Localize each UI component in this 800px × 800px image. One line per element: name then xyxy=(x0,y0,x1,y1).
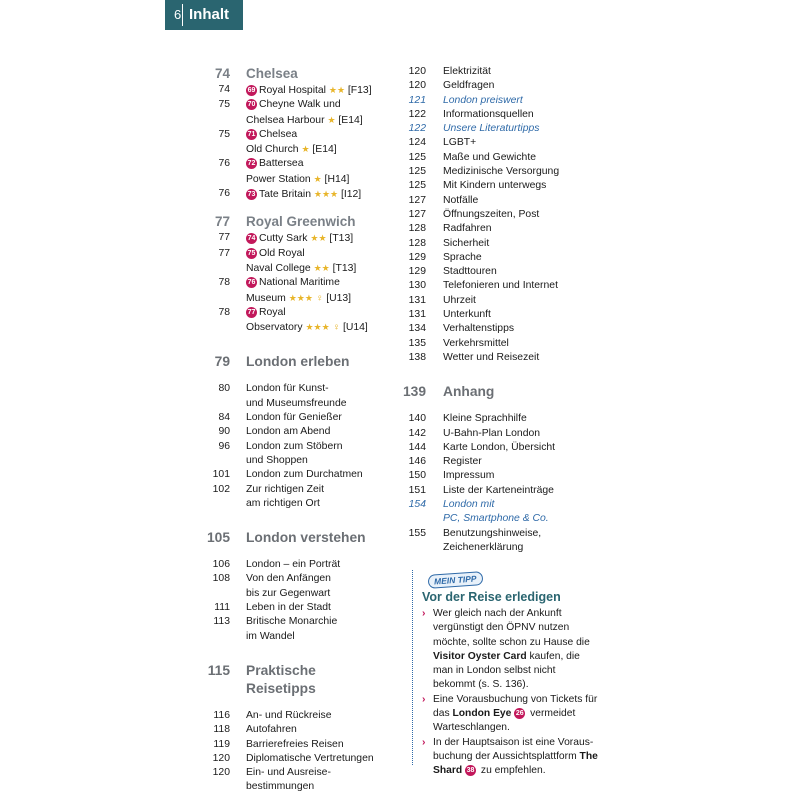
toc-entry-text: Verhaltenstipps xyxy=(443,323,515,335)
poi-number-badge: 26 xyxy=(515,710,524,718)
toc-entry[interactable] xyxy=(398,94,598,108)
toc-page-number: 130 xyxy=(408,280,426,292)
toc-entry[interactable] xyxy=(398,251,598,265)
toc-entry-text: London für Genießer xyxy=(246,412,342,424)
toc-entry[interactable] xyxy=(398,179,598,193)
highlighted-term: The Shard xyxy=(433,750,598,777)
tip-box xyxy=(422,570,598,779)
toc-entry[interactable] xyxy=(398,412,598,426)
toc-entry-text: Sprache xyxy=(443,251,482,263)
toc-entry-text: 71 Chelsea xyxy=(247,128,298,140)
toc-entry-text: Museum ★★★ ♀ [U13] xyxy=(246,292,352,304)
poi-number-badge: 74 xyxy=(247,235,256,243)
toc-page-number: 78 xyxy=(218,306,230,318)
toc-entry-text: London verstehen xyxy=(246,530,366,546)
toc-page-number: 129 xyxy=(408,266,426,278)
toc-page-number: 125 xyxy=(408,151,426,163)
toc-entry-text: Öffnungszeiten, Post xyxy=(443,208,540,220)
toc-entry-text: 77 Royal xyxy=(247,306,286,318)
toc-page-number: 140 xyxy=(408,413,426,425)
toc-entry-text: am richtigen Ort xyxy=(246,497,320,509)
tip-item: › In der Hauptsaison ist eine Vorausbuchung der Aussichtsplattform The Shard 38 zu empfehlen. xyxy=(422,736,598,777)
toc-page-number: 122 xyxy=(408,123,426,135)
toc-entry[interactable] xyxy=(200,157,385,171)
toc-entry-text: Maße und Gewichte xyxy=(443,151,536,163)
poi-number-badge: 76 xyxy=(247,279,256,287)
toc-entry-text: PC, Smartphone & Co. xyxy=(443,513,549,525)
toc-entry[interactable] xyxy=(200,98,385,112)
toc-page-number: 102 xyxy=(212,483,230,495)
toc-entry-text: Barrierefreies Reisen xyxy=(246,738,344,750)
toc-entry[interactable] xyxy=(398,294,598,308)
toc-entry-text: Karte London, Übersicht xyxy=(443,441,556,453)
toc-page-number: 119 xyxy=(213,738,230,750)
toc-entry[interactable] xyxy=(398,279,598,293)
toc-page-number: 144 xyxy=(408,441,426,453)
toc-entry-text: Power Station ★ [H14] xyxy=(246,173,350,185)
toc-entry-text: LGBT+ xyxy=(443,137,477,149)
poi-number-badge: 72 xyxy=(247,160,256,168)
toc-entry[interactable] xyxy=(200,172,385,187)
toc-entry-text: bestimmungen xyxy=(246,781,315,793)
toc-entry[interactable] xyxy=(398,65,598,79)
toc-page-number: 134 xyxy=(408,323,426,335)
toc-entry[interactable] xyxy=(200,601,385,615)
toc-page-number: 115 xyxy=(207,662,230,678)
toc-entry[interactable] xyxy=(200,276,385,290)
toc-entry[interactable] xyxy=(200,306,385,320)
toc-entry-text: Geldfragen xyxy=(443,80,495,92)
toc-entry[interactable] xyxy=(200,231,385,246)
toc-entry[interactable] xyxy=(200,558,385,572)
toc-entry[interactable] xyxy=(398,108,598,122)
toc-entry[interactable] xyxy=(398,469,598,483)
toc-page-number: 125 xyxy=(408,166,426,178)
rating-stars-icon: ★ xyxy=(301,144,310,155)
toc-entry-text: Von den Anfängen xyxy=(246,573,331,585)
rating-stars-icon: ★★ xyxy=(310,233,327,244)
toc-entry[interactable] xyxy=(398,122,598,136)
kid-friendly-icon: ♀ xyxy=(315,292,324,304)
toc-entry-text: Royal Greenwich xyxy=(246,214,356,230)
spacer xyxy=(398,365,598,383)
toc-entry[interactable] xyxy=(398,541,598,555)
map-grid-reference: [U14] xyxy=(340,322,368,334)
toc-entry[interactable] xyxy=(200,752,385,766)
toc-entry-text: London – ein Porträt xyxy=(246,559,341,571)
toc-entry-text: Leben in der Stadt xyxy=(246,602,331,614)
toc-entry[interactable] xyxy=(398,265,598,279)
rating-stars-icon: ★★ xyxy=(328,85,346,95)
toc-page-number: 75 xyxy=(218,99,230,111)
toc-page-number: 120 xyxy=(212,752,230,764)
kid-friendly-icon: ♀ xyxy=(332,322,341,334)
toc-entry-text: Medizinische Versorgung xyxy=(443,166,560,178)
toc-page-number: 113 xyxy=(213,616,230,628)
chapter-tab xyxy=(165,0,243,30)
toc-entry[interactable] xyxy=(398,222,598,236)
toc-page-number: 131 xyxy=(408,309,426,321)
toc-entry-text: Naval College ★★ [T13] xyxy=(246,262,357,274)
toc-entry-text: Telefonieren und Internet xyxy=(443,280,558,292)
toc-page-number: 122 xyxy=(408,108,426,120)
toc-entry-text: im Wandel xyxy=(246,630,295,642)
highlighted-term: London Eye xyxy=(452,708,512,720)
toc-page-number: 106 xyxy=(212,559,230,571)
toc-page-number: 105 xyxy=(206,530,230,546)
toc-page-number: 77 xyxy=(218,247,230,259)
toc-page-number: 74 xyxy=(214,66,230,81)
toc-entry-text: Kleine Sprachhilfe xyxy=(443,413,527,425)
toc-entry[interactable] xyxy=(200,187,385,202)
toc-entry[interactable] xyxy=(398,308,598,322)
toc-entry-text: U-Bahn-Plan London xyxy=(443,427,541,439)
toc-entry-text: Chelsea Harbour ★ [E14] xyxy=(246,114,363,126)
toc-entry[interactable] xyxy=(200,468,385,482)
toc-entry[interactable] xyxy=(200,382,385,396)
toc-page-number: 75 xyxy=(218,128,230,140)
spacer xyxy=(200,644,385,662)
toc-entry-text: London zum Durchatmen xyxy=(246,469,363,481)
toc-entry[interactable] xyxy=(398,351,598,365)
toc-entry-text: Wetter und Reisezeit xyxy=(443,351,540,363)
toc-page-number: 78 xyxy=(218,277,230,289)
rating-stars-icon: ★★★ xyxy=(313,189,339,200)
toc-chapter-heading xyxy=(200,529,385,547)
toc-entry-text: 72 Battersea xyxy=(247,158,304,170)
map-grid-reference: [F13] xyxy=(345,85,372,96)
toc-entry[interactable] xyxy=(398,441,598,455)
map-grid-reference: [U13] xyxy=(323,292,352,304)
toc-entry[interactable] xyxy=(398,455,598,469)
spacer xyxy=(200,371,385,382)
toc-entry[interactable] xyxy=(200,113,385,128)
toc-page-number: 101 xyxy=(212,469,230,481)
toc-entry[interactable] xyxy=(200,723,385,737)
toc-entry-text: London zum Stöbern xyxy=(246,440,343,452)
rating-stars-icon: ★★ xyxy=(313,262,330,273)
toc-entry-text: Ein- und Ausreise- xyxy=(246,767,331,779)
toc-entry-text: Uhrzeit xyxy=(443,294,476,306)
arrow-right-icon: › xyxy=(422,736,426,748)
toc-entry[interactable] xyxy=(398,237,598,251)
toc-entry[interactable] xyxy=(200,497,385,511)
page-number: 6 xyxy=(174,7,182,22)
toc-entry-text: Unsere Literaturtipps xyxy=(443,123,540,135)
toc-entry-text: London preiswert xyxy=(443,94,523,106)
toc-page-number: 129 xyxy=(408,251,426,263)
toc-entry-text: 73 Tate Britain ★★★ [I12] xyxy=(247,189,362,201)
toc-page-number: 77 xyxy=(218,232,230,244)
toc-entry[interactable] xyxy=(398,527,598,541)
toc-entry[interactable] xyxy=(200,261,385,276)
toc-page-number: 111 xyxy=(214,602,230,614)
toc-entry[interactable] xyxy=(200,411,385,425)
toc-left-column xyxy=(200,65,385,795)
tip-item: › Wer gleich nach der Ankunft vergünstigt den ÖPNV nutzen möchte, sollte schon zu Hause die Visitor Oyster Card kaufen, die man in London selbst nicht bekommt (s. S. 136). xyxy=(422,608,590,691)
toc-entry-text: Verkehrsmittel xyxy=(443,337,509,349)
toc-entry[interactable] xyxy=(200,454,385,468)
toc-entry-text: Register xyxy=(443,456,482,468)
toc-page-number: 80 xyxy=(218,383,230,395)
toc-entry[interactable] xyxy=(398,79,598,93)
toc-entry-text: Elektrizität xyxy=(443,66,491,77)
page-title: Inhalt xyxy=(189,6,229,23)
toc-entry-text: Unterkunft xyxy=(443,309,491,321)
toc-entry[interactable] xyxy=(200,397,385,411)
toc-entry-text: London für Kunst- xyxy=(246,383,329,395)
toc-entry-text: Notfälle xyxy=(443,194,479,206)
toc-page-number: 135 xyxy=(408,337,426,349)
toc-page-number: 121 xyxy=(408,94,426,106)
toc-chapter-heading xyxy=(200,353,385,371)
toc-entry[interactable] xyxy=(200,128,385,142)
toc-page-number: 124 xyxy=(408,137,426,149)
toc-entry-text: Impressum xyxy=(443,470,495,482)
toc-entry-text: London am Abend xyxy=(246,426,331,438)
toc-chapter-heading xyxy=(398,383,598,401)
spacer xyxy=(200,202,385,213)
tip-item: › Eine Vorausbuchung von Tickets für das London Eye 26 vermeidet Warteschlangen. xyxy=(422,693,598,734)
toc-page-number: 128 xyxy=(408,237,426,249)
toc-page-number: 131 xyxy=(408,294,426,306)
toc-entry-text: und Museumsfreunde xyxy=(246,397,347,409)
map-grid-reference: [E14] xyxy=(335,114,363,126)
toc-entry[interactable] xyxy=(200,738,385,752)
toc-page-number: 155 xyxy=(408,527,426,539)
rating-stars-icon: ★ xyxy=(327,114,336,125)
toc-page-number: 84 xyxy=(218,412,230,424)
toc-entry-text: 76 National Maritime xyxy=(247,277,340,289)
rating-stars-icon: ★★★ xyxy=(305,322,330,333)
rating-stars-icon: ★ xyxy=(313,173,322,184)
toc-entry[interactable] xyxy=(200,587,385,601)
spacer xyxy=(200,511,385,529)
toc-entry[interactable] xyxy=(398,337,598,351)
toc-entry-text: Britische Monarchie xyxy=(246,616,338,628)
toc-page-number: 90 xyxy=(218,426,230,438)
rating-stars-icon: ★★★ xyxy=(288,292,313,303)
toc-page-number: 146 xyxy=(408,456,426,468)
toc-page-number: 108 xyxy=(212,573,230,585)
poi-number-badge: 69 xyxy=(247,87,256,94)
poi-number-badge: 70 xyxy=(247,101,256,109)
toc-entry[interactable] xyxy=(200,425,385,439)
tip-dotted-line xyxy=(412,570,414,765)
toc-entry-text: Observatory ★★★ ♀ [U14] xyxy=(246,322,368,334)
toc-entry-text: 69 Royal Hospital ★★ [F13] xyxy=(247,85,372,96)
toc-entry[interactable] xyxy=(200,247,385,261)
toc-page-number: 125 xyxy=(408,180,426,192)
toc-entry-text: Informationsquellen xyxy=(443,108,534,120)
highlighted-term: Visitor Oyster Card xyxy=(433,650,527,662)
spacer xyxy=(200,547,385,558)
toc-right-column xyxy=(398,65,598,555)
arrow-right-icon: › xyxy=(422,608,426,619)
tip-title: Vor der Reise erledigen xyxy=(422,590,561,604)
spacer xyxy=(398,401,598,412)
poi-number-badge: 71 xyxy=(247,130,256,138)
toc-entry-text: Radfahren xyxy=(443,223,492,235)
toc-page-number: 154 xyxy=(408,499,426,511)
toc-entry-text: Anhang xyxy=(443,384,495,400)
toc-entry-text: Autofahren xyxy=(246,724,297,736)
toc-entry-text: und Shoppen xyxy=(246,454,308,466)
toc-page-number: 76 xyxy=(218,158,230,170)
poi-number-badge: 77 xyxy=(247,308,256,316)
toc-page-number: 76 xyxy=(218,188,230,200)
toc-page-number: 120 xyxy=(212,767,230,779)
map-grid-reference: [T13] xyxy=(326,233,354,245)
toc-page-number: 96 xyxy=(218,440,230,452)
toc-entry-text: 74 Cutty Sark ★★ [T13] xyxy=(247,233,354,245)
toc-entry-text: 70 Cheyne Walk und xyxy=(247,99,341,111)
toc-page-number: 116 xyxy=(213,709,230,721)
toc-entry[interactable] xyxy=(398,136,598,150)
toc-entry[interactable] xyxy=(200,291,385,306)
toc-entry[interactable] xyxy=(398,208,598,222)
map-grid-reference: [T13] xyxy=(329,262,357,274)
toc-page-number: 139 xyxy=(402,384,426,400)
toc-entry-text: Stadttouren xyxy=(443,266,497,278)
toc-entry[interactable] xyxy=(200,83,385,98)
toc-entry[interactable] xyxy=(398,165,598,179)
toc-entry[interactable] xyxy=(200,709,385,723)
toc-entry[interactable] xyxy=(398,484,598,498)
toc-entry-text: Zur richtigen Zeit xyxy=(246,483,324,495)
toc-entry-text: Sicherheit xyxy=(443,237,490,249)
toc-page-number: 127 xyxy=(408,194,426,206)
toc-entry-text: Praktische Reisetipps xyxy=(246,662,316,696)
toc-entry-text: London erleben xyxy=(246,354,350,370)
spacer xyxy=(200,698,385,709)
toc-page-number: 74 xyxy=(218,84,230,95)
toc-entry-text: Liste der Karteneinträge xyxy=(443,484,554,496)
toc-entry[interactable] xyxy=(200,766,385,780)
poi-number-badge: 73 xyxy=(247,191,256,199)
toc-entry[interactable] xyxy=(398,427,598,441)
toc-entry[interactable] xyxy=(398,322,598,336)
toc-page-number: 142 xyxy=(408,427,426,439)
toc-entry-text: Old Church ★ [E14] xyxy=(246,144,337,156)
toc-entry-text: Benutzungshinweise, xyxy=(443,527,542,539)
toc-page-number: 120 xyxy=(408,80,426,92)
spacer xyxy=(200,335,385,353)
tip-list xyxy=(422,607,598,779)
toc-page-number: 120 xyxy=(408,66,426,77)
toc-entry[interactable] xyxy=(200,483,385,497)
toc-entry-text: An- und Rückreise xyxy=(246,709,332,721)
toc-entry[interactable] xyxy=(200,780,385,794)
toc-entry-text: London mit xyxy=(443,499,495,511)
poi-number-badge: 38 xyxy=(466,767,475,775)
tab-divider xyxy=(182,4,183,26)
toc-entry[interactable] xyxy=(200,615,385,629)
toc-chapter-heading xyxy=(200,662,385,698)
toc-entry-text: Diplomatische Vertretungen xyxy=(246,752,374,764)
toc-page-number: 150 xyxy=(408,470,426,482)
toc-page-number: 151 xyxy=(408,484,426,496)
poi-number-badge: 75 xyxy=(247,249,256,257)
toc-entry[interactable] xyxy=(200,630,385,644)
map-grid-reference: [E14] xyxy=(309,144,337,156)
toc-section-heading xyxy=(200,213,385,231)
toc-entry-text: Chelsea xyxy=(246,66,298,81)
toc-entry-text: Zeichenerklärung xyxy=(443,541,524,553)
toc-entry[interactable] xyxy=(200,572,385,586)
toc-page-number: 79 xyxy=(214,354,230,370)
toc-entry-text: 75 Old Royal xyxy=(247,247,305,259)
toc-entry[interactable] xyxy=(200,142,385,157)
toc-entry[interactable] xyxy=(200,320,385,335)
toc-page-number: 77 xyxy=(214,214,230,230)
toc-entry-text: Mit Kindern unterwegs xyxy=(443,180,547,192)
toc-entry[interactable] xyxy=(398,194,598,208)
toc-section-heading xyxy=(200,65,385,83)
mein-tipp-logo: MEIN TIPP xyxy=(428,571,483,589)
toc-page-number: 127 xyxy=(408,208,426,220)
toc-page-number: 138 xyxy=(408,351,426,363)
map-grid-reference: [H14] xyxy=(321,173,350,185)
toc-entry-text: bis zur Gegenwart xyxy=(246,587,331,599)
arrow-right-icon: › xyxy=(422,693,426,705)
toc-entry[interactable] xyxy=(398,512,598,526)
toc-entry[interactable] xyxy=(398,151,598,165)
toc-entry[interactable] xyxy=(398,498,598,512)
toc-page-number: 118 xyxy=(213,724,230,736)
map-grid-reference: [I12] xyxy=(338,189,362,201)
toc-entry[interactable] xyxy=(200,440,385,454)
toc-page-number: 128 xyxy=(408,223,426,235)
